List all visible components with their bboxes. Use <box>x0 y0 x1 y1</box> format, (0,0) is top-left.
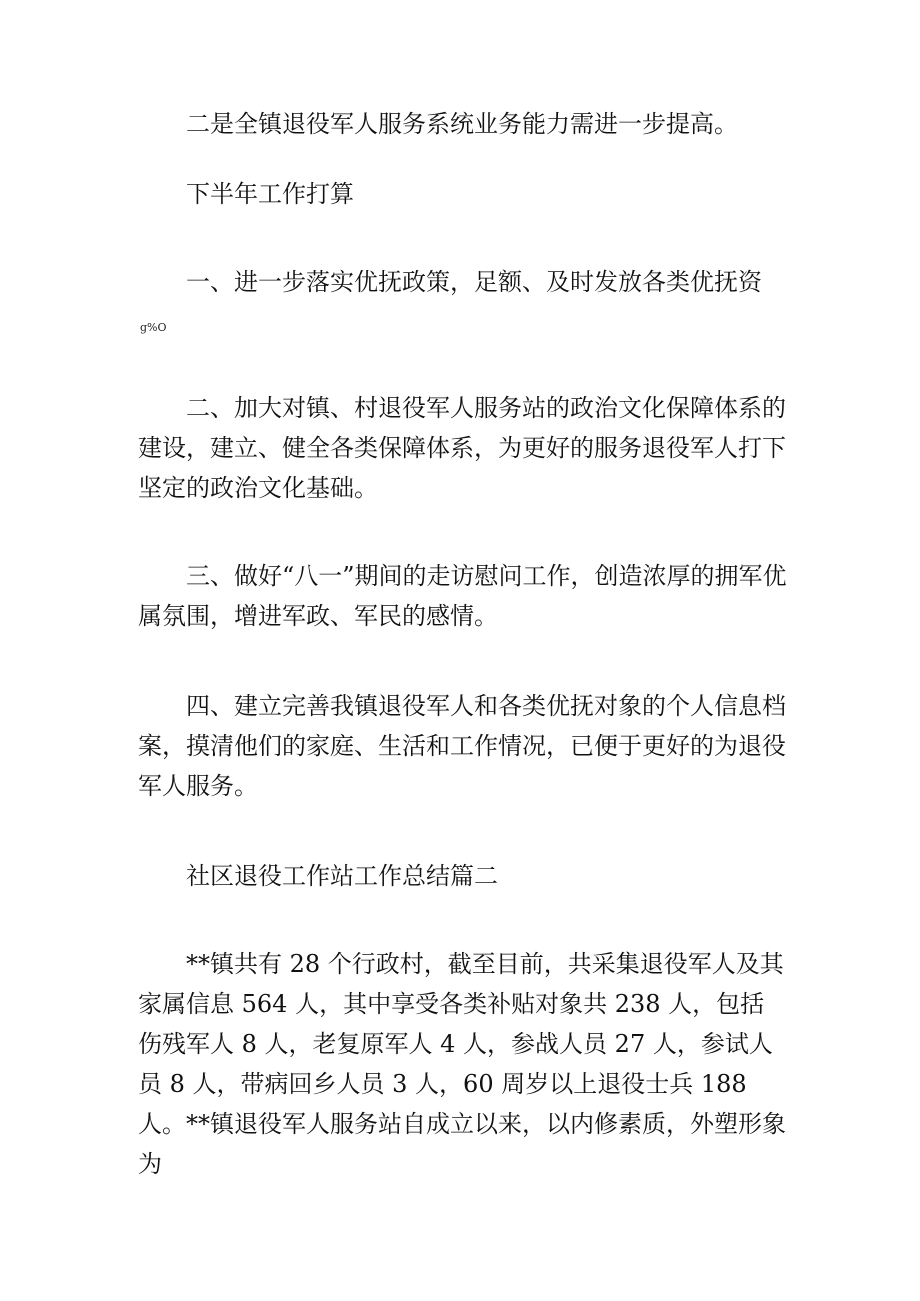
section-heading-second-half-plan: 下半年工作打算 <box>186 180 354 208</box>
paragraph-item-four: 四、建立完善我镇退役军人和各类优抚对象的个人信息档案，摸清他们的家庭、生活和工作情况，已便于更好的为退役军人服务。 <box>138 692 786 800</box>
paragraph-item-three: 三、做好“八一”期间的走访慰问工作，创造浓厚的拥军优属氛围，增进军政、军民的感情。 <box>138 562 787 630</box>
paragraph-item-two: 二、加大对镇、村退役军人服务站的政治文化保障体系的建设，建立、健全各类保障体系，为更好的服务退役军人打下坚定的政治文化基础。 <box>138 394 786 502</box>
paragraph-town-statistics: **镇共有 28 个行政村，截至目前，共采集退役军人及其家属信息 564 人，其中享受各类补贴对象共 238 人，包括伤残军人 8 人，老复原军人 4 人，参战人员 27 人，参试人员 8 人，带病回乡人员 3 人，60 周岁以上退役士兵 188 人。**镇退役军人服务站自成立以来，以内修素质，外塑形象为 <box>138 950 786 1178</box>
paragraph-service-capacity: 二是全镇退役军人服务系统业务能力需进一步提高。 <box>186 110 738 138</box>
section-heading-part-two: 社区退役工作站工作总结篇二 <box>186 862 498 890</box>
paragraph-item-one: 一、进一步落实优抚政策，足额、及时发放各类优抚资 <box>186 268 762 296</box>
garbled-text-fragment: g%O <box>140 321 167 334</box>
